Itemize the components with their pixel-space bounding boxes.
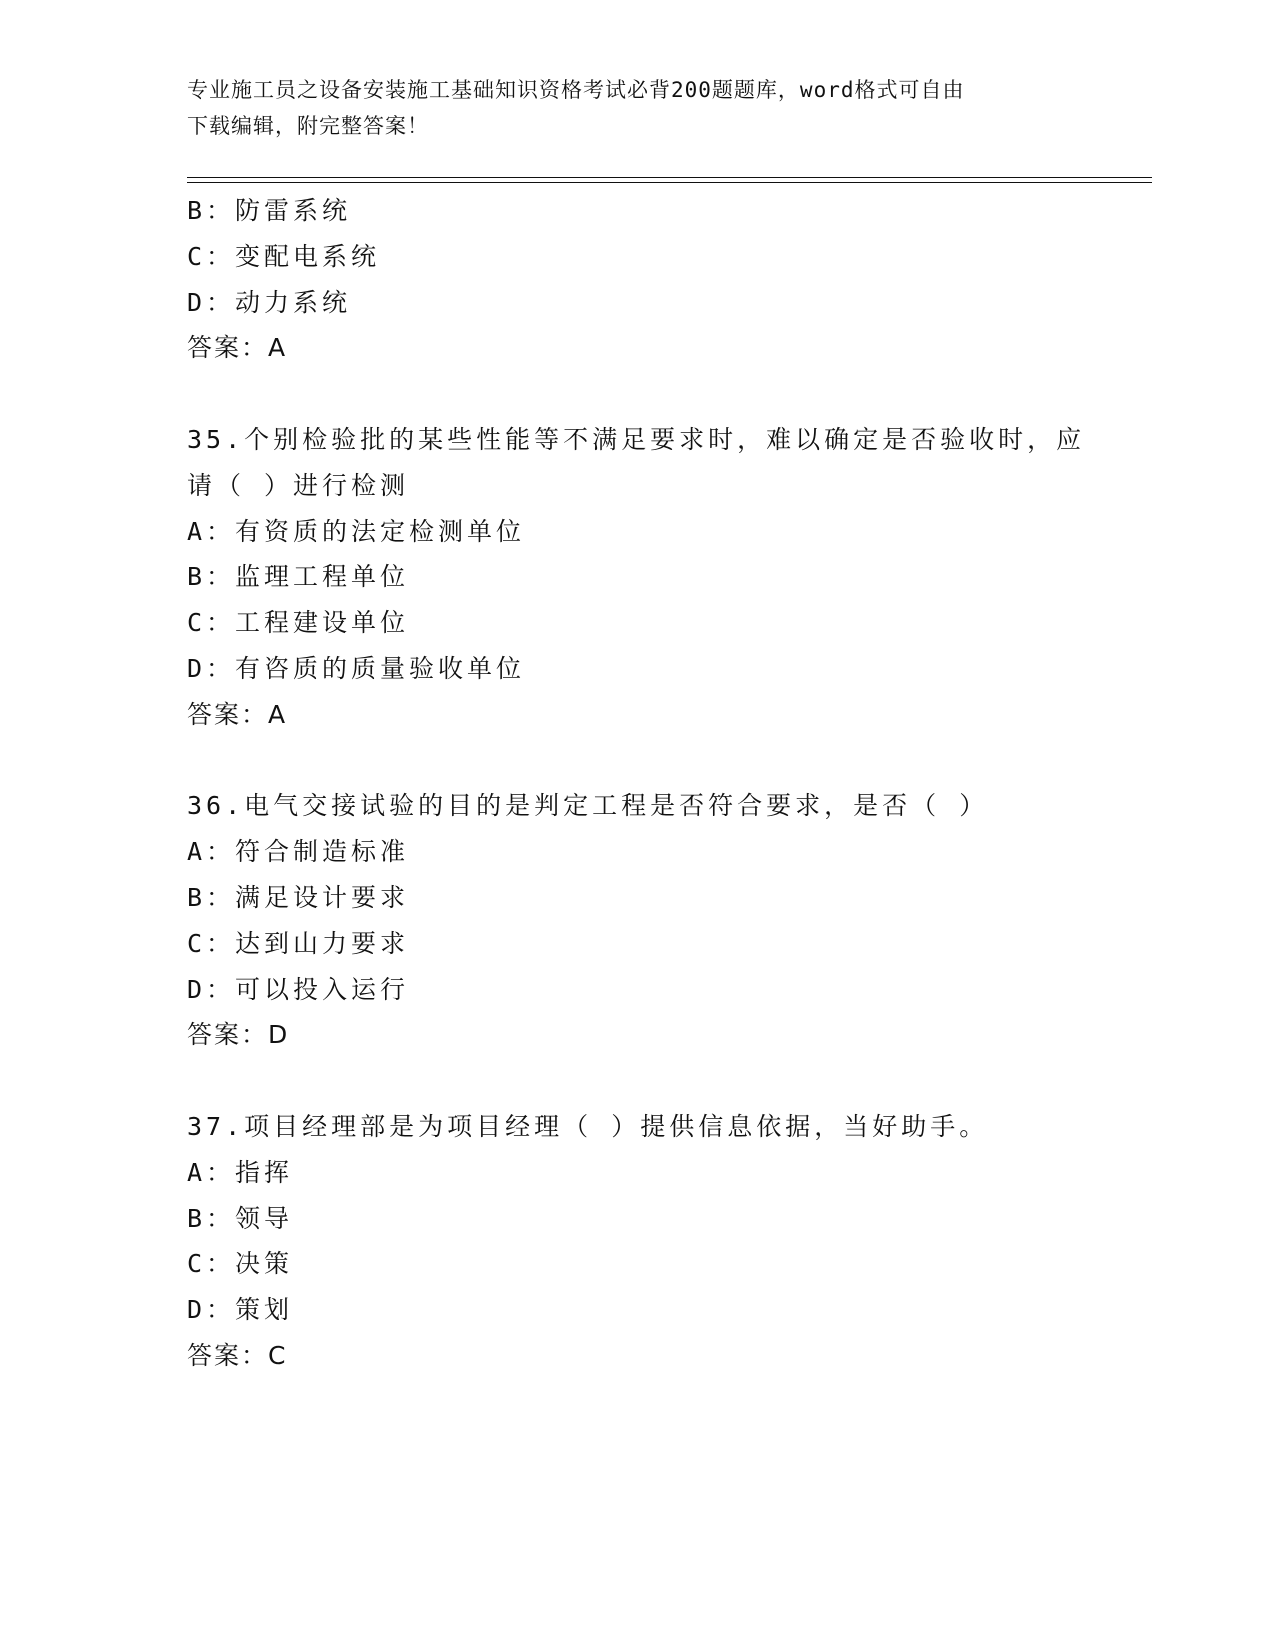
option-d: D：可以投入运行 [187,974,410,1004]
option-a: A：符合制造标准 [187,837,410,867]
header-divider-bottom [187,182,1152,183]
document-body [187,188,1087,1379]
option-b: B：监理工程单位 [187,562,410,592]
header-line-2: 下载编辑，附完整答案！ [187,114,429,138]
option-a: A：指挥 [187,1157,294,1187]
question-35 [187,417,1087,738]
option-d: D：策划 [187,1295,294,1325]
spacer [187,371,1087,417]
spacer [187,738,1087,784]
option-c: C：决策 [187,1249,294,1279]
spacer [187,1058,1087,1104]
question-stem-line-2: 请（ ）进行检测 [187,470,410,500]
option-b: B：防雷系统 [187,196,352,225]
option-c: C：工程建设单位 [187,608,410,638]
question-stem-line-1: 37.项目经理部是为项目经理（ ）提供信息依据，当好助手。 [187,1111,989,1141]
option-d: D：有咨质的质量验收单位 [187,653,526,683]
option-b: B：领导 [187,1203,294,1233]
answer: 答案：A [187,333,288,363]
option-a: A：有资质的法定检测单位 [187,516,526,546]
option-c: C：达到山力要求 [187,928,410,958]
option-c: C：变配电系统 [187,241,381,271]
answer: 答案：A [187,699,288,729]
question-34-continuation [187,188,1087,371]
option-d: D：动力系统 [187,287,352,317]
question-36 [187,783,1087,1058]
answer: 答案：D [187,1020,290,1050]
document-header [187,72,1087,144]
question-stem-line-1: 35.个别检验批的某些性能等不满足要求时，难以确定是否验收时，应 [187,424,1086,454]
header-line-1: 专业施工员之设备安装施工基础知识资格考试必背200题题库，word格式可自由 [187,78,965,102]
question-stem-line-1: 36.电气交接试验的目的是判定工程是否符合要求，是否（ ） [187,791,989,821]
answer: 答案：C [187,1340,288,1370]
header-divider-top [187,177,1152,178]
option-b: B：满足设计要求 [187,882,410,912]
question-37 [187,1104,1087,1379]
